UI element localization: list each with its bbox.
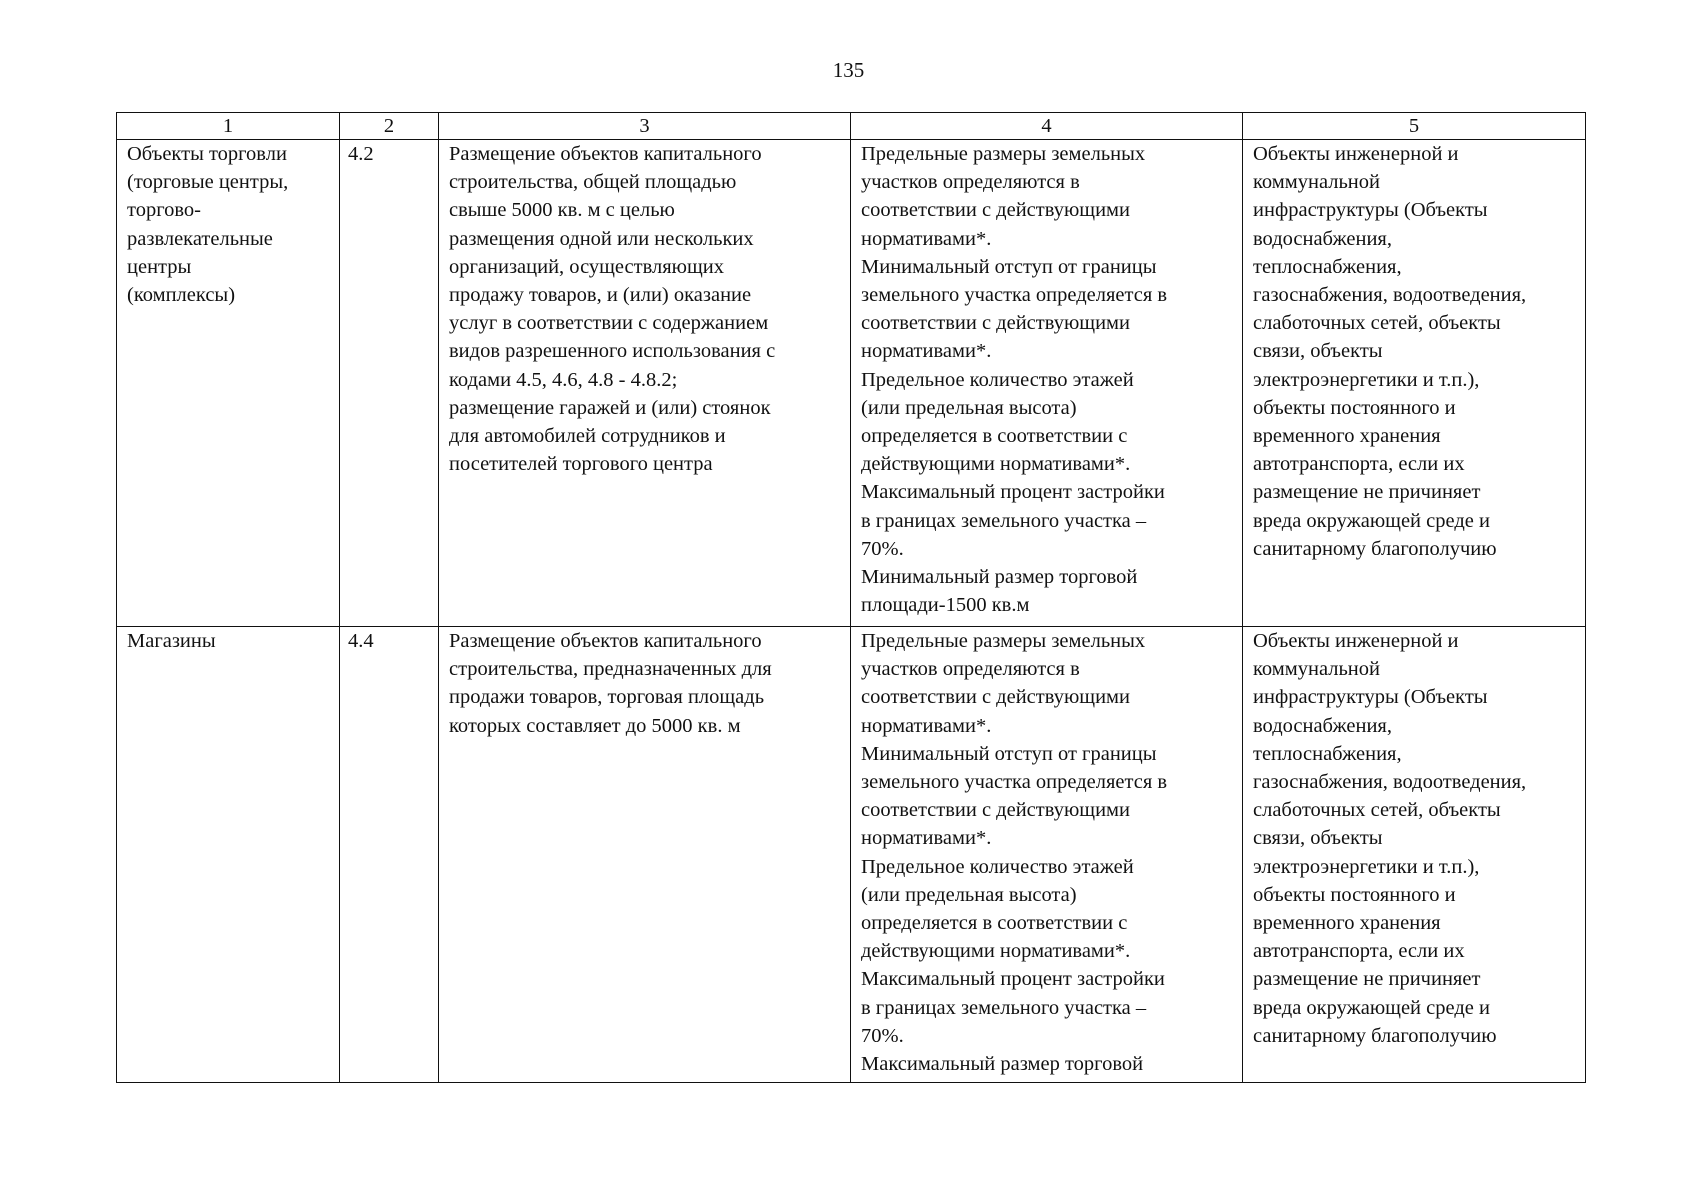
use-type-code: 4.2 — [340, 140, 439, 627]
column-header: 2 — [340, 113, 439, 140]
table-header-row — [117, 113, 1586, 140]
use-type-description: Размещение объектов капитального строительства, общей площадью свыше 5000 кв. м с целью размещения одной или нескольких организаций, осуществляющих продажу товаров, и (или) оказание услуг в соответствии с содержанием видов разрешенного использования с кодами 4.5, 4.6, 4.8 - 4.8.2; размещение гаражей и (или) стоянок для автомобилей сотрудников и посетителей торгового центра — [439, 140, 851, 627]
column-header: 4 — [851, 113, 1243, 140]
table-row — [117, 140, 1586, 627]
column-header: 3 — [439, 113, 851, 140]
column-header: 1 — [117, 113, 340, 140]
land-use-table — [116, 112, 1586, 1083]
page-number: 135 — [832, 58, 865, 82]
use-type-auxiliary: Объекты инженерной и коммунальной инфраструктуры (Объекты водоснабжения, теплоснабжения, газоснабжения, водоотведения, слаботочных сетей, объекты связи, объекты электроэнергетики и т.п.), объекты постоянного и временного хранения автотранспорта, если их размещение не причиняет вреда окружающей среде и санитарному благополучию — [1243, 627, 1586, 1083]
use-type-code: 4.4 — [340, 627, 439, 1083]
use-type-name: Объекты торговли (торговые центры, торгово- развлекательные центры (комплексы) — [117, 140, 340, 627]
use-type-parameters: Предельные размеры земельных участков определяются в соответствии с действующими нормативами*. Минимальный отступ от границы земельного участка определяется в соответствии с действующими нормативами*. Предельное количество этажей (или предельная высота) определяется в соответствии с действующими нормативами*. Максимальный процент застройки в границах земельного участка – 70%. Максимальный размер торговой — [851, 627, 1243, 1083]
column-header: 5 — [1243, 113, 1586, 140]
use-type-name: Магазины — [117, 627, 340, 1083]
table-row — [117, 627, 1586, 1083]
use-type-auxiliary: Объекты инженерной и коммунальной инфраструктуры (Объекты водоснабжения, теплоснабжения, газоснабжения, водоотведения, слаботочных сетей, объекты связи, объекты электроэнергетики и т.п.), объекты постоянного и временного хранения автотранспорта, если их размещение не причиняет вреда окружающей среде и санитарному благополучию — [1243, 140, 1586, 627]
use-type-description: Размещение объектов капитального строительства, предназначенных для продажи товаров, торговая площадь которых составляет до 5000 кв. м — [439, 627, 851, 1083]
use-type-parameters: Предельные размеры земельных участков определяются в соответствии с действующими нормативами*. Минимальный отступ от границы земельного участка определяется в соответствии с действующими нормативами*. Предельное количество этажей (или предельная высота) определяется в соответствии с действующими нормативами*. Максимальный процент застройки в границах земельного участка – 70%. Минимальный размер торговой площади-1500 кв.м — [851, 140, 1243, 627]
